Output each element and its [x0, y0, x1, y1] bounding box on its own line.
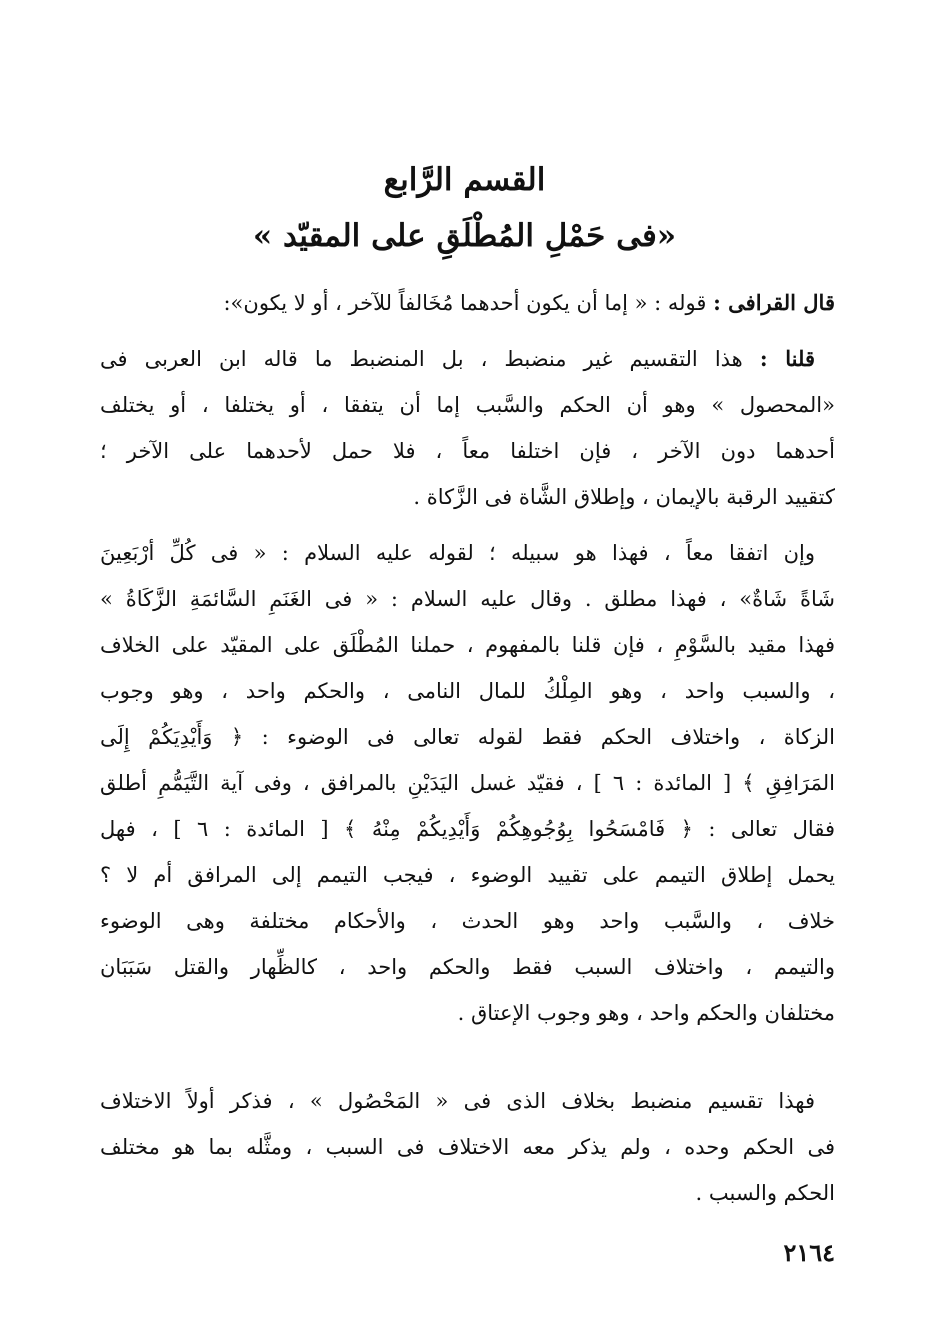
paragraph-line: الزكاة ، واختلاف الحكم فقط لقوله تعالى فى الوضوء : ﴿ وَأَيْدِيَكُمْ إِلَى [100, 725, 835, 749]
paragraph-line: «المحصول » وهو أن الحكم والسَّبب إما أن يتفقا ، أو يختلفا ، أو يختلف [100, 393, 835, 417]
section-title: القسم الرَّابع [383, 162, 546, 198]
paragraph-1 [100, 280, 835, 326]
paragraph-line: فهذا تقسيم منضبط بخلاف الذى فى « المَحْصُول » ، فذكر أولاً الاختلاف [100, 1089, 815, 1113]
paragraph-3 [100, 530, 835, 1036]
paragraph-line: شَاةً شَاةٌ» ، فهذا مطلق . وقال عليه السلام : « فى الغَنَمِ السَّائمَةِ الزَّكَاةُ » [100, 587, 835, 611]
paragraph-line: فى الحكم وحده ، ولم يذكر معه الاختلاف فى السبب ، ومثَّله بما هو مختلف [100, 1135, 835, 1159]
paragraph-line: قال القرافى : قوله : « إما أن يكون أحدهما مُخَالفاً للآخر ، أو لا يكون»: [223, 290, 835, 315]
paragraph-line: فهذا مقيد بالسَّوْمِ ، فإن قلنا بالمفهوم ، حملنا المُطْلَق على المقيّد على الخلاف [100, 633, 835, 657]
paragraph-line: يحمل إطلاق التيمم على تقييد الوضوء ، فيجب التيمم إلى المرافق أم لا ؟ [100, 863, 835, 887]
paragraph-line: أحدهما دون الآخر ، فإن اختلفا معاً ، فلا حمل لأحدهما على الآخر ؛ [100, 439, 835, 463]
paragraph-line: خلاف ، والسَّبب واحد وهو الحدث ، والأحكام مختلفة وهى الوضوء [100, 909, 835, 933]
paragraph-4 [100, 1078, 835, 1216]
paragraph-line: مختلفان والحكم واحد ، وهو وجوب الإعتاق . [457, 1001, 835, 1025]
section-subtitle: «فى حَمْلِ المُطْلَقِ على المقيّد » [252, 218, 677, 254]
paragraph-lead: قال القرافى : [713, 290, 835, 315]
paragraph-line: وإن اتفقا معاً ، فهذا هو سبيله ؛ لقوله عليه السلام : « فى كُلِّ أرْبَعِينَ [100, 541, 815, 565]
paragraph-line: قلنا : هذا التقسيم غير منضبط ، بل المنضبط ما قاله ابن العربى فى [100, 346, 816, 371]
paragraph-line: المَرَافِقِ ﴾ [ المائدة : ٦ ] ، فقيّد غسل اليَدَيْنِ بالمرافق ، وفى آية التَّيَمُّمِ أطلق [100, 771, 835, 795]
paragraph-line: فقال تعالى : ﴿ فَامْسَحُوا بِوُجُوهِكُمْ وَأَيْدِيكُمْ مِنْهُ ﴾ [ المائدة : ٦ ] ، فهل [100, 817, 835, 841]
paragraph-line: كتقييد الرقبة بالإيمان ، وإطلاق الشَّاة فى الزَّكاة . [413, 485, 835, 509]
paragraph-2 [100, 336, 835, 520]
paragraph-line: والتيمم ، واختلاف السبب فقط والحكم واحد ، كالظِّهار والقتل سَبَبَان [100, 955, 835, 979]
paragraph-line: ، والسبب واحد ، وهو المِلْكُ للمال النامى ، والحكم واحد ، وهو وجوب [100, 679, 835, 703]
page-number: ٢١٦٤ [783, 1238, 835, 1267]
paragraph-lead: قلنا : [759, 346, 816, 371]
paragraph-line: الحكم والسبب . [695, 1181, 835, 1205]
